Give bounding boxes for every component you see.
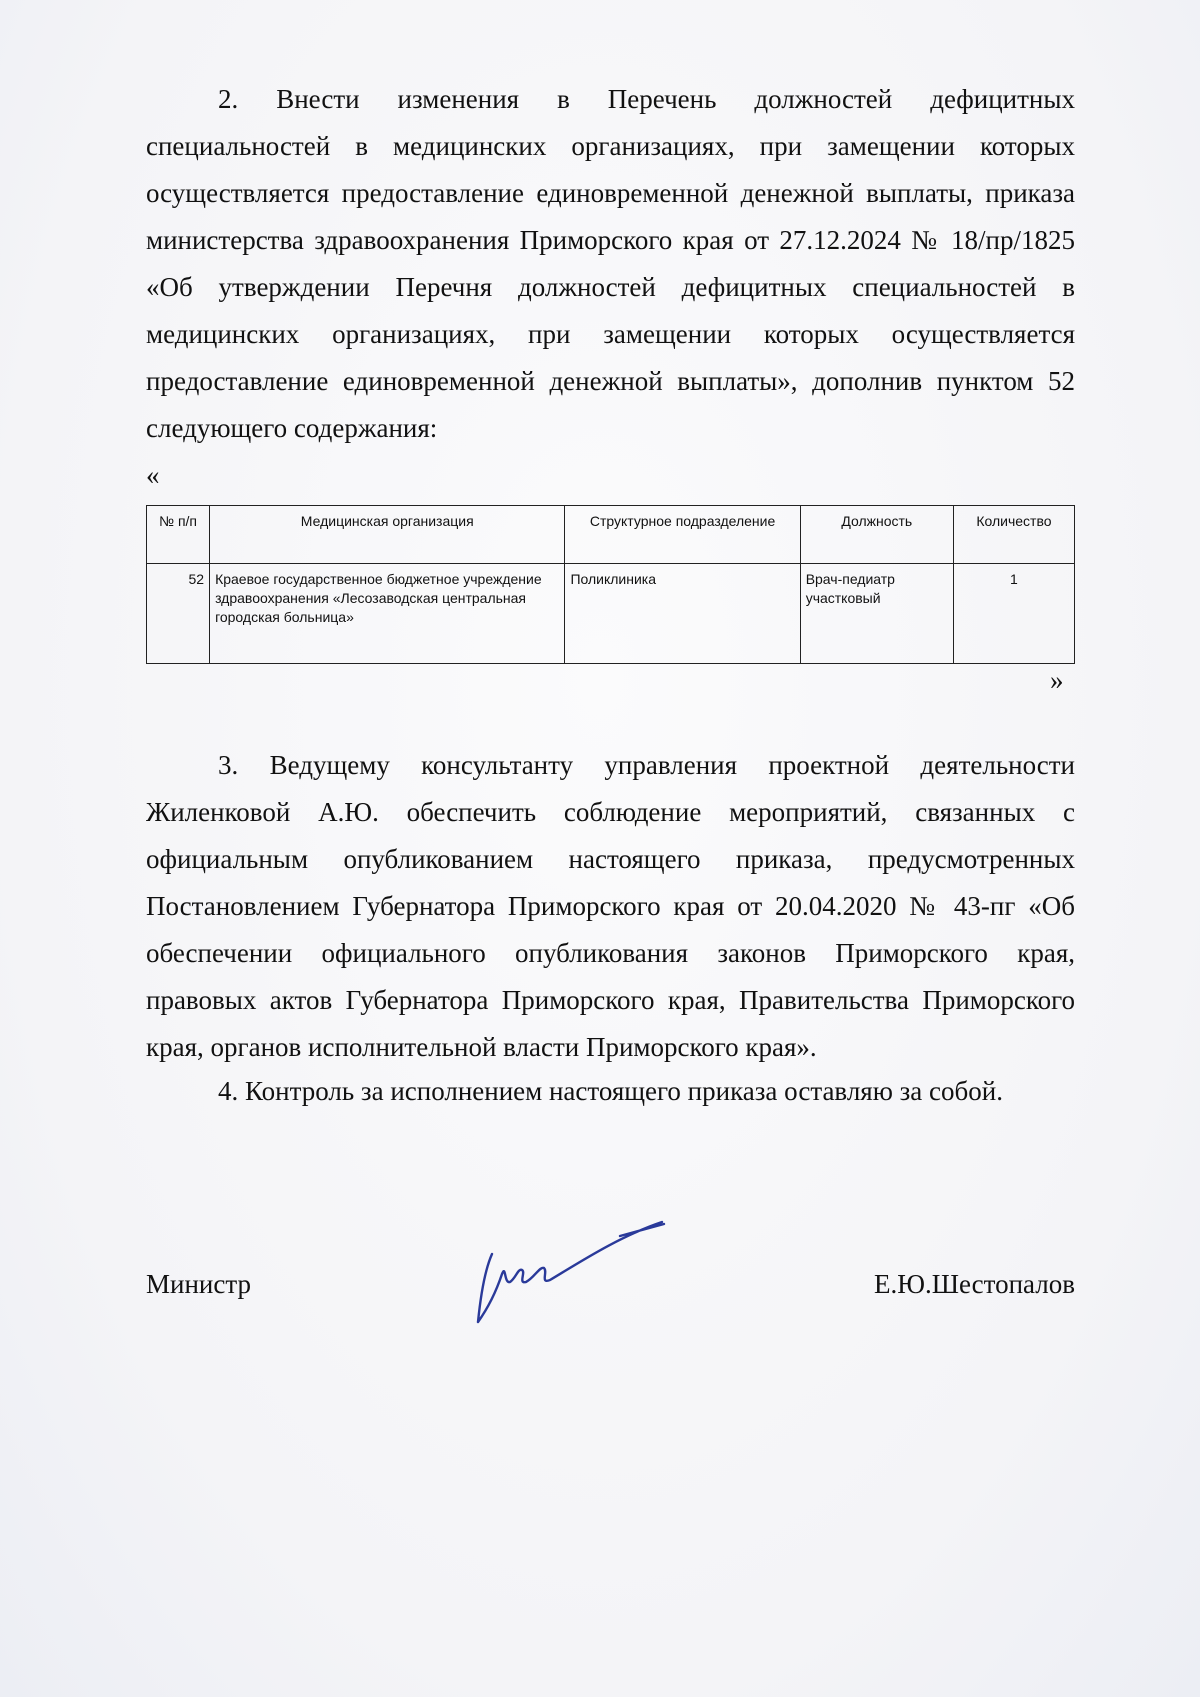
paragraph-item-4 bbox=[146, 1068, 1075, 1115]
paragraph-item-2 bbox=[146, 76, 1075, 452]
handwritten-signature bbox=[470, 1212, 670, 1332]
header-position: Должность bbox=[800, 506, 953, 564]
opening-quote: « bbox=[146, 460, 160, 490]
cell-unit: Поликлиника bbox=[565, 564, 800, 664]
deficit-positions-table bbox=[146, 505, 1075, 664]
paragraph-3-text: 3. Ведущему консультанту управления проектной деятельности Жиленковой А.Ю. обеспечить соблюдение мероприятий, связанных с официальным опубликованием настоящего приказа, предусмотренных Постановлением Губернатора Приморского края от 20.04.2020 № 43-пг «Об обеспечении официального опубликования законов Приморского края, правовых актов Губернатора Приморского края, Правительства Приморского края, органов исполнительной власти Приморского края». bbox=[146, 750, 1075, 1062]
cell-organization: Краевое государственное бюджетное учреждение здравоохранения «Лесозаводская центральная городская больница» bbox=[210, 564, 565, 664]
closing-quote: » bbox=[1050, 665, 1064, 695]
signer-name: Е.Ю.Шестопалов bbox=[874, 1269, 1075, 1299]
header-num: № п/п bbox=[147, 506, 210, 564]
paragraph-2-text: 2. Внести изменения в Перечень должностей дефицитных специальностей в медицинских организациях, при замещении которых осуществляется предоставление единовременной денежной выплаты, приказа министерства здравоохранения Приморского края от 27.12.2024 № 18/пр/1825 «Об утверждении Перечня должностей дефицитных специальностей в медицинских организациях, при замещении которых осуществляется предоставление единовременной денежной выплаты», дополнив пунктом 52 следующего содержания: bbox=[146, 84, 1075, 443]
header-unit: Структурное подразделение bbox=[565, 506, 800, 564]
cell-num: 52 bbox=[147, 564, 210, 664]
paragraph-4-text: 4. Контроль за исполнением настоящего приказа оставляю за собой. bbox=[218, 1076, 1003, 1106]
signer-position: Министр bbox=[146, 1269, 251, 1299]
table-header-row bbox=[147, 506, 1075, 564]
cell-quantity: 1 bbox=[953, 564, 1074, 664]
table-row bbox=[147, 564, 1075, 664]
paragraph-item-3 bbox=[146, 742, 1075, 1071]
header-organization: Медицинская организация bbox=[210, 506, 565, 564]
cell-position: Врач-педиатр участковый bbox=[800, 564, 953, 664]
header-quantity: Количество bbox=[953, 506, 1074, 564]
